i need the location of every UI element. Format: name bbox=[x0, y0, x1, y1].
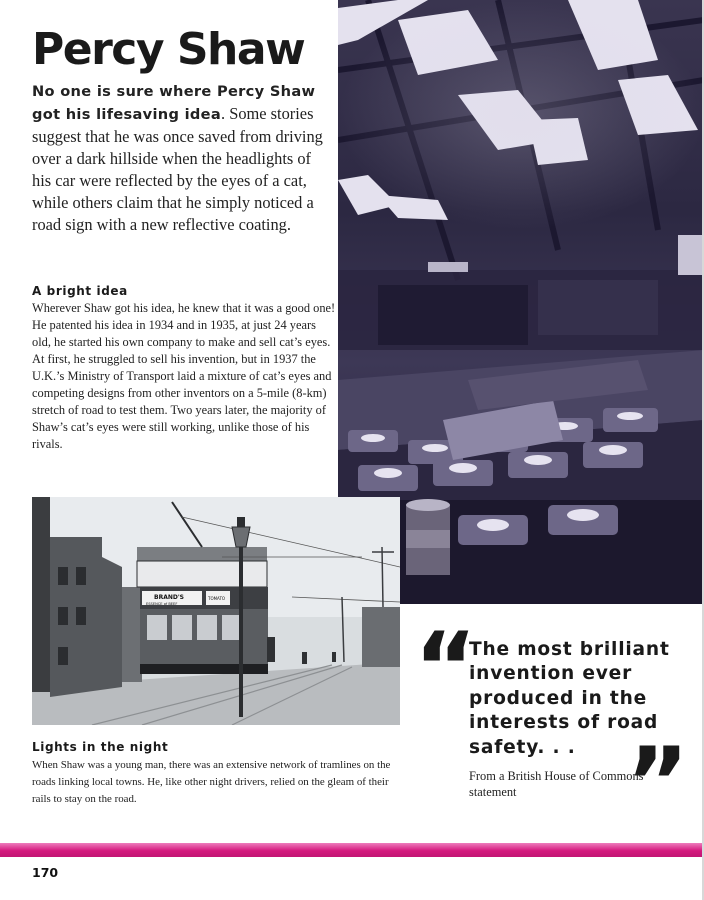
open-quote-mark: “ bbox=[414, 612, 472, 724]
section-body-bright-idea: Wherever Shaw got his idea, he knew that it was a good one! He patented his idea in 1934 and in 1935, at just 24 years old, he started his own company to make and sell cat’s eyes. At first, he struggled to sell his invention, but in 1937 the U.K.’s Ministry of Transport laid a mixture of cat’s eyes and competing designs from other inventors on a 5-mile (8-km) stretch of road to test them. Two years later, the majority of Shaw’s cat’s eyes were still working, unlike those of his rivals. bbox=[32, 301, 336, 451]
page-number: 170 bbox=[32, 865, 59, 880]
tram-sign-sub: ESSENCE of BEEF bbox=[146, 602, 178, 606]
section-heading-lights: Lights in the night bbox=[32, 740, 169, 754]
pull-quote-text: The most brilliant invention ever produced in the interests of road safety. . . bbox=[469, 639, 670, 758]
section-heading-bright-idea: A bright idea bbox=[32, 284, 128, 298]
tram-sign-right: TOMATO bbox=[208, 596, 226, 601]
intro-body: Some stories suggest that he was once saved from driving over a dark hillside when the headlights of his car were reflected by the eyes of a cat, while others claim that he simply noticed a road sign with a new reflective coating. bbox=[32, 104, 323, 234]
page-title: Percy Shaw bbox=[32, 24, 305, 75]
intro-lead: No one is sure where Percy Shaw got his lifesaving idea bbox=[32, 83, 316, 123]
tram-sign-text: BRAND'S bbox=[154, 594, 184, 601]
section-body-lights: When Shaw was a young man, there was an extensive network of tramlines on the roads linking local towns. He, like other night drivers, relied on the gleam of their rails to stay on the road. bbox=[32, 759, 391, 805]
quote-attribution: From a British House of Commons statement bbox=[469, 769, 644, 799]
intro-paragraph bbox=[32, 80, 332, 236]
tram-photo bbox=[32, 497, 400, 725]
intro-lead-period: . bbox=[221, 104, 226, 123]
close-quote-mark: ” bbox=[626, 727, 684, 839]
footer-pink-band bbox=[0, 843, 704, 857]
